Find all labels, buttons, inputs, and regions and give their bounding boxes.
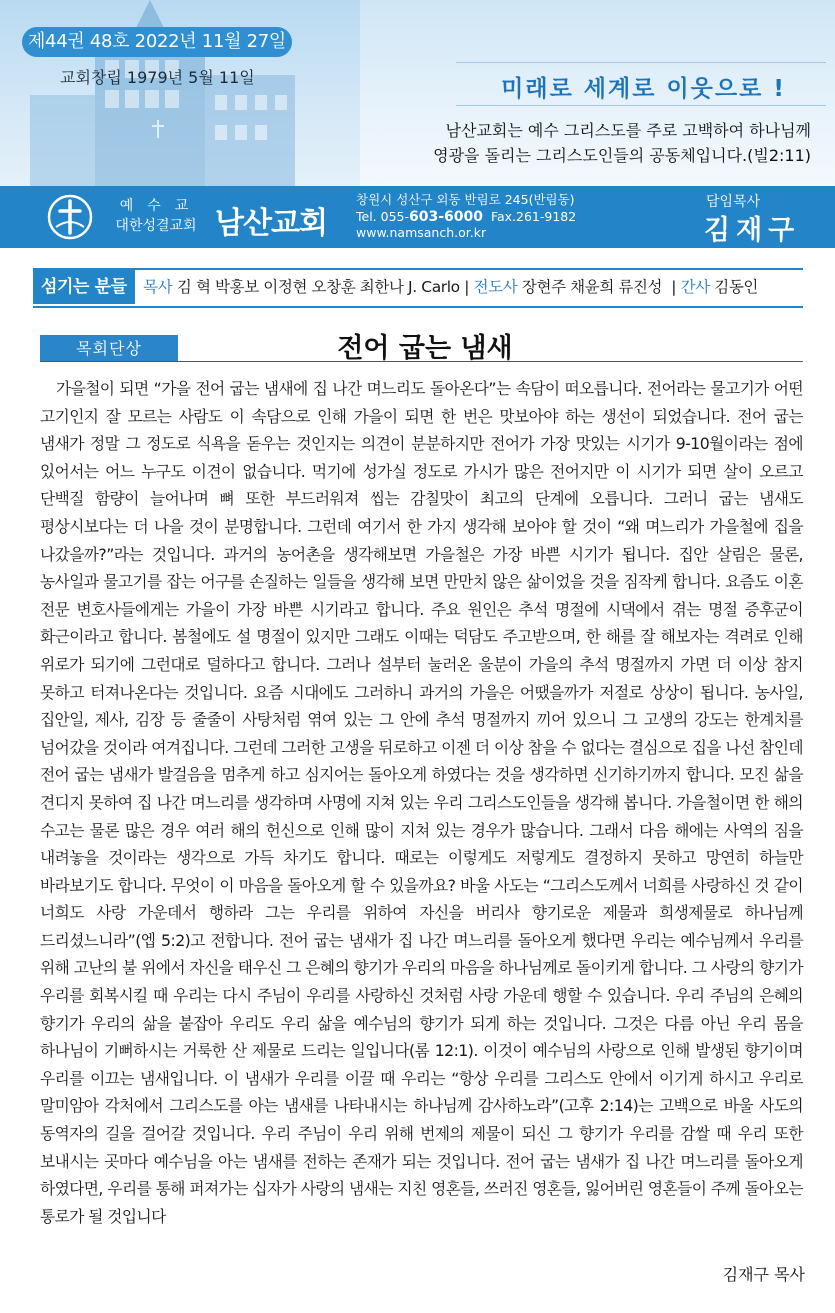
church-info-bar	[0, 186, 835, 248]
slogan: 미래로 세계로 이웃으로 !	[501, 76, 786, 102]
staff-heading: 섬기는 분들	[33, 270, 135, 304]
senior-pastor-label: 담임목사	[706, 194, 761, 210]
denomination-bottom: 대한성결교회	[115, 218, 197, 234]
column-tag: 목회단상	[40, 335, 178, 362]
staff-list: 섬기는 분들 목사 김 혁 박홍보 이정현 오창훈 최한나 J. Carlo | 전도사 장현주 채윤희 류진성 | 간사 김동인	[33, 268, 803, 308]
contact-info	[356, 192, 576, 242]
pastors-label: 목사	[143, 278, 173, 296]
article-title: 전어 굽는 냄새	[337, 333, 513, 364]
header-banner	[0, 0, 835, 186]
secretary-name: 김동인	[714, 278, 758, 296]
fax: Fax.261-9182	[490, 208, 577, 224]
senior-pastor-name: 김재구	[704, 215, 801, 246]
article-signature: 김재구 목사	[722, 1265, 805, 1284]
denomination-top: 예수교	[119, 198, 203, 214]
phone-fax	[356, 209, 576, 226]
issue-info: 제44권 48호 2022년 11월 27일	[22, 27, 292, 57]
article-body: 가을철이 되면 “가을 전어 굽는 냄새에 집 나간 며느리도 돌아온다”는 속담이 떠오릅니다. 전어라는 물고기가 어떤 고기인지 잘 모르는 사람도 이 속담으로 인해 가을이 되면 한 번은 맛보아야 하는 생선이 되었습니다. 전어 굽는 냄새가 정말 그 정도로 식욕을 돋우는 것인지는 의견이 분분하지만 전어가 가장 맛있는 시기가 9-10월이라는 점에 있어서는 어느 누구도 이견이 없습니다. 먹기에 성가실 정도로 가시가 많은 전어지만 이 시기가 되면 살이 오르고 단백질 함량이 늘어나며 뼈 또한 부드러워져 씹는 감칠맛이 최고의 단계에 오릅니다. 그러니 굽는 냄새도 평상시보다는 더 나을 것이 분명합니다. 그런데 여기서 한 가지 생각해 보아야 할 것이 “왜 며느리가 가을철에 집을 나갔을까?”라는 것입니다. 과거의 농어촌을 생각해보면 가을철은 가장 바쁜 시기가 됩니다. 집안 살림은 물론, 농사일과 물고기를 잡는 어구를 손질하는 일들을 생각해 보면 만만치 않은 삶이었을 것을 짐작케 합니다. 요즘도 이혼 전문 변호사들에게는 가을이 가장 바쁜 시기라고 합니다. 주요 원인은 추석 명절에 시댁에서 겪는 명절 증후군이 화근이라고 합니다. 봄철에도 설 명절이 있지만 그래도 이때는 덕담도 주고받으며, 한 해를 잘 해보자는 격려로 인해 위로가 되기에 그런대로 덜하다고 합니다. 그러나 설부터 눌러온 울분이 가을의 추석 명절까지 가면 더 이상 참지 못하고 터져나온다는 것입니다. 요즘 시대에도 그러하니 과거의 가을은 어땠을까가 저절로 상상이 됩니다. 농사일, 집안일, 제사, 김장 등 줄줄이 사탕처럼 엮여 있는 그 안에 추석 명절까지 끼어 있으니 그 고생의 강도는 한계치를 넘어갔을 것이라 여겨집니다. 그런데 그러한 고생을 뒤로하고 이젠 더 이상 참을 수 없다는 결심으로 집을 나선 참인데 전어 굽는 냄새가 발걸음을 멈추게 하고 심지어는 돌아오게 하였다는 것을 생각하면 신기하기까지 합니다. 모진 삶을 견디지 못하여 집 나간 며느리를 생각하며 사명에 지쳐 있는 우리 그리스도인들을 생각해 봅니다. 가을철이면 한 해의 수고는 물론 많은 경우 여러 해의 헌신으로 인해 많이 지쳐 있는 경우가 많습니다. 그래서 다음 해에는 사역의 짐을 내려놓을 것이라는 생각으로 가득 차기도 합니다. 때로는 이렇게도 저렇게도 결정하지 못하고 망연히 하늘만 바라보기도 합니다. 무엇이 이 마음을 돌아오게 할 수 있을까요? 바울 사도는 “그리스도께서 너희를 사랑하신 것 같이 너희도 사랑 가운데서 행하라 그는 우리를 위하여 자신을 버리사 향기로운 제물과 희생제물로 하나님께 드리셨느니라”(엡 5:2)고 전합니다. 전어 굽는 냄새가 집 나간 며느리를 돌아오게 했다면 우리는 예수님께서 우리를 위해 고난의 불 위에서 자신을 태우신 그 은혜의 향기가 우리의 마음을 하나님께로 돌이키게 합니다. 그 사랑의 향기가 우리를 회복시킬 때 우리는 다시 주님이 우리를 사랑하신 것처럼 사랑 가운데 행할 수 있습니다. 우리 주님의 은혜의 향기가 우리의 삶을 붙잡아 우리도 우리 삶을 예수님의 향기가 되게 하는 것입니다. 그것은 다름 아닌 우리 몸을 하나님이 기뻐하시는 거룩한 산 제물로 드리는 일입니다(롬 12:1). 이것이 예수님의 사랑으로 인해 발생된 향기이며 우리를 이끄는 냄새입니다. 이 냄새가 우리를 이끌 때 우리는 “항상 우리를 그리스도 안에서 이기게 하시고 우리로 말미암아 각처에서 그리스도를 아는 냄새를 나타내시는 하나님께 감사하노라”(고후 2:14)는 고백으로 바울 사도의 동역자의 길을 걸어갈 것입니다. 우리 주님이 우리 위해 번제의 제물이 되신 그 향기가 우리를 감쌀 때 우리 또한 보내시는 곳마다 예수님을 아는 냄새를 전하는 존재가 되는 것입니다. 전어 굽는 냄새가 집 나간 며느리를 돌아오게 하였다면, 우리를 통해 퍼져가는 십자가 사랑의 냄새는 지친 영혼들, 쓰러진 영혼들, 잃어버린 영혼들이 주께 돌아오는 통로가 될 것입니다	[40, 379, 803, 1226]
evangelists-names: 장현주 채윤희 류진성	[521, 278, 663, 296]
church-logo-icon	[44, 193, 96, 241]
tel-number: 603-6000	[409, 208, 483, 225]
tel-prefix: Tel. 055-	[356, 208, 409, 224]
secretary-label: 간사	[680, 278, 710, 296]
mission-line-2: 영광을 돌리는 그리스도인들의 공동체입니다.(빌2:11)	[433, 146, 811, 165]
address: 창원시 성산구 외동 반림로 245(반림동)	[356, 192, 575, 207]
mission-line-1: 남산교회는 예수 그리스도를 주로 고백하여 하나님께	[445, 121, 811, 140]
evangelists-label: 전도사	[473, 278, 518, 296]
mission-statement	[341, 118, 811, 168]
founding-date: 교회창립 1979년 5월 11일	[60, 68, 255, 87]
pastors-names: 김 혁 박홍보 이정현 오창훈 최한나 J. Carlo	[176, 278, 460, 296]
denomination	[106, 196, 206, 236]
church-name: 남산교회	[215, 206, 327, 241]
website[interactable]: www.namsanch.or.kr	[356, 225, 487, 240]
